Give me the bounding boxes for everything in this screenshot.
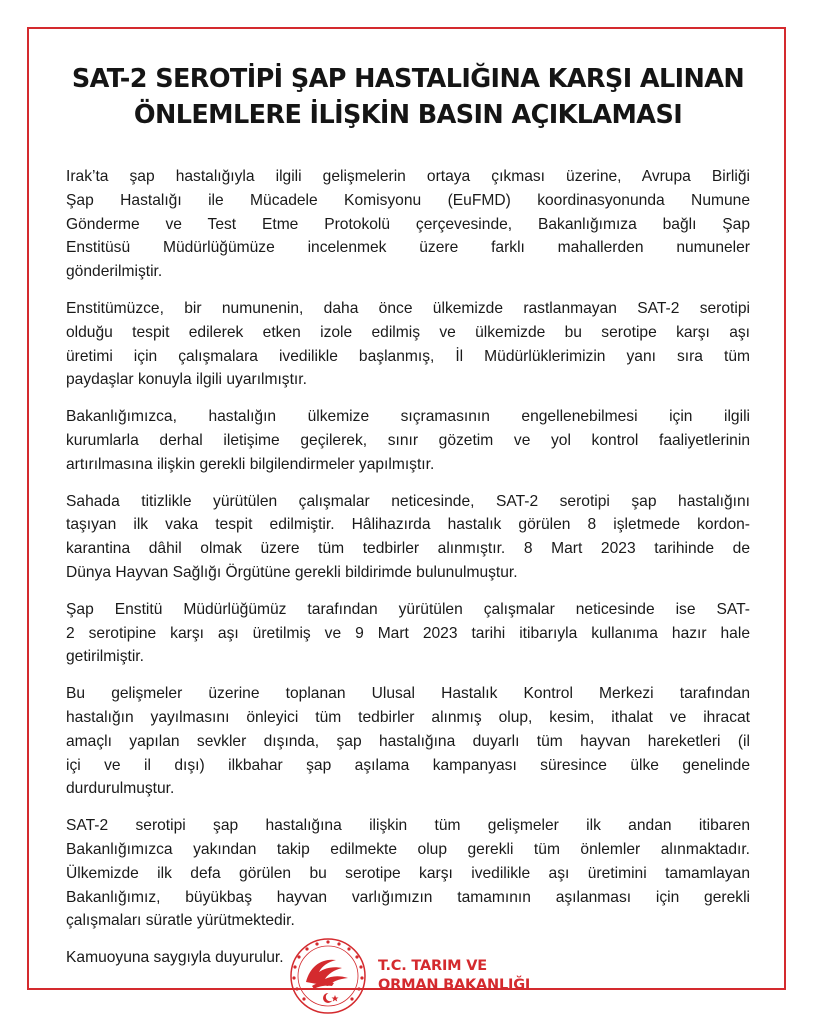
paragraph-line: amaçlı yapılan sevkler dışında, şap hastalığına duyarlı tüm hayvan hareketleri (il	[66, 732, 750, 750]
paragraph	[66, 814, 750, 933]
paragraph	[66, 297, 750, 392]
paragraph-line: kurumlarla derhal iletişime geçilerek, sınır gözetim ve yol kontrol faaliyetlerinin	[66, 431, 750, 449]
paragraph-line: Şap Enstitü Müdürlüğümüz tarafından yürütülen çalışmalar neticesinde ise SAT-	[66, 600, 750, 618]
org-name-line-2: ORMAN BAKANLIĞI	[378, 977, 531, 993]
paragraph-line: SAT-2 serotipi şap hastalığına ilişkin tüm gelişmeler ilk andan itibaren	[66, 817, 750, 835]
paragraph	[66, 405, 750, 476]
paragraph-line: Ülkemizde ilk defa görülen bu serotipe karşı ivedilikle aşı üretimini tamamlayan	[66, 864, 750, 882]
paragraph-line: durdurulmuştur.	[66, 780, 175, 798]
paragraph	[66, 490, 750, 585]
paragraph-line: Enstitümüzce, bir numunenin, daha önce ülkemizde rastlanmayan SAT-2 serotipi	[66, 299, 750, 317]
page-title-line-2: ÖNLEMLERE İLİŞKİN BASIN AÇIKLAMASI	[133, 100, 683, 130]
paragraph-line: getirilmiştir.	[66, 648, 144, 666]
paragraph-line: çalışmaları süratle yürütmektedir.	[66, 912, 295, 930]
paragraph-line: karantina dâhil olmak üzere tüm tedbirler alınmıştır. 8 Mart 2023 tarihinde de	[66, 540, 750, 558]
paragraph-line: Bakanlığımız, büyükbaş hayvan varlığımızın tamamının aşılanması için gerekli	[66, 888, 750, 906]
paragraph-line: gönderilmiştir.	[66, 263, 163, 281]
paragraph-line: artırılmasına ilişkin gerekli bilgilendirmeler yapılmıştır.	[66, 455, 435, 473]
paragraph-line: Bu gelişmeler üzerine toplanan Ulusal Hastalık Kontrol Merkezi tarafından	[66, 685, 750, 703]
paragraph-line: hastalığın yayılmasını önleyici tüm tedbirler alınmış olup, kesim, ithalat ve ihracat	[66, 708, 750, 726]
paragraph-line: Şap Hastalığı ile Mücadele Komisyonu (EuFMD) koordinasyonunda Numune	[66, 191, 750, 209]
paragraph-line: Enstitüsü Müdürlüğümüze incelenmek üzere farklı mahallerden numuneler	[66, 239, 750, 257]
paragraph	[66, 598, 750, 669]
paragraph-line: paydaşlar konuyla ilgili uyarılmıştır.	[66, 371, 307, 389]
paragraph-line: Bakanlığımızca yakından takip edilmekte olup gerekli tüm önlemler alınmaktadır.	[66, 840, 750, 858]
paragraph	[66, 682, 750, 801]
document-body	[66, 165, 750, 983]
page-title-line-1: SAT-2 SEROTİPİ ŞAP HASTALIĞINA KARŞI ALINAN	[71, 64, 745, 94]
paragraph-line: Bakanlığımızca, hastalığın ülkemize sıçramasının engellenebilmesi için ilgili	[66, 408, 750, 426]
paragraph-line: Sahada titizlikle yürütülen çalışmalar neticesinde, SAT-2 serotipi şap hastalığını	[66, 492, 750, 510]
paragraph-line: olduğu tespit edilerek etken izole edilmiş ve ülkemizde bu serotipe karşı aşı	[66, 323, 750, 341]
paragraph-line: Kamuoyuna saygıyla duyurulur.	[66, 949, 284, 967]
paragraph-line: üretimi için çalışmalara ivedilikle başlanmış, İl Müdürlüklerimizin yanı sıra tüm	[66, 347, 750, 365]
paragraph-line: 2 serotipine karşı aşı üretilmiş ve 9 Mart 2023 tarihi itibarıyla kullanıma hazır hale	[66, 624, 750, 642]
paragraph-line: Dünya Hayvan Sağlığı Örgütüne gerekli bildirimde bulunulmuştur.	[66, 563, 518, 581]
paragraph-line: Gönderme ve Test Etme Protokolü çerçevesinde, Bakanlığımıza bağlı Şap	[66, 215, 750, 233]
paragraph-line: taşıyan ilk vaka tespit edilmiştir. Hâlihazırda hastalık görülen 8 işletmede kordon-	[66, 516, 750, 534]
org-name-line-1: T.C. TARIM VE	[378, 958, 487, 974]
paragraph-line: içi ve il dışı) ilkbahar şap aşılama kampanyası süresince ülke genelinde	[66, 756, 750, 774]
paragraph-line: Irak’ta şap hastalığıyla ilgili gelişmelerin ortaya çıkması üzerine, Avrupa Birliği	[66, 168, 750, 185]
ministry-emblem-icon	[288, 936, 368, 1016]
paragraph	[66, 165, 750, 284]
